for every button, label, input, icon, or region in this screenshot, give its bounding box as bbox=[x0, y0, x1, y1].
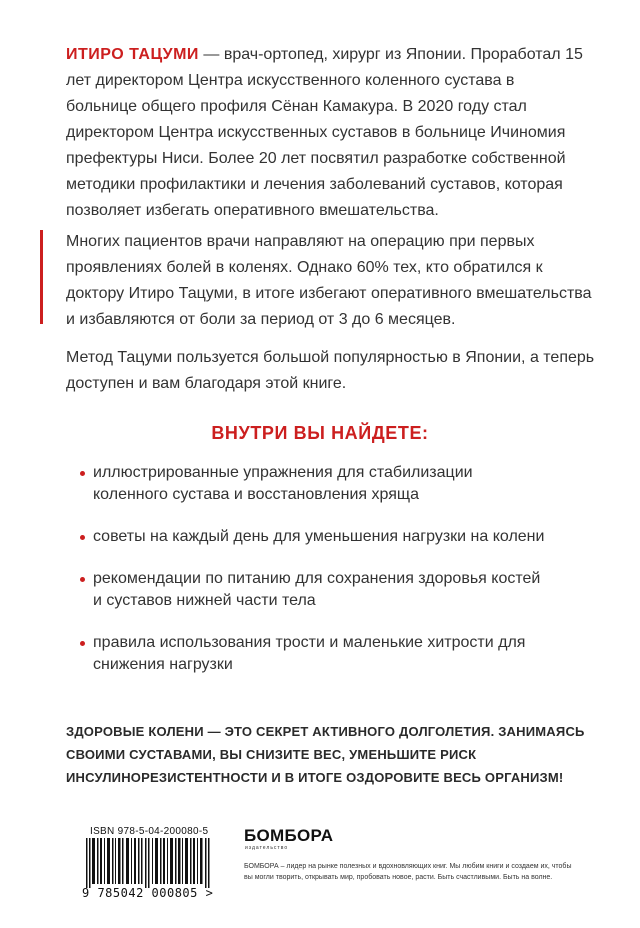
feature-item bbox=[80, 568, 550, 612]
bullet-dot-icon bbox=[80, 577, 85, 582]
feature-text: рекомендации по питанию для сохранения здоровья костей и суставов нижней части тела bbox=[93, 570, 541, 609]
isbn-label: ISBN 978-5-04-200080-5 bbox=[90, 826, 209, 837]
publisher-subtitle: издательство bbox=[245, 845, 289, 851]
closing-statement: ЗДОРОВЫЕ КОЛЕНИ — ЭТО СЕКРЕТ АКТИВНОГО ДОЛГОЛЕТИЯ. ЗАНИМАЯСЬ СВОИМИ СУСТАВАМИ, ВЫ СНИЗИТЕ ВЕС, УМЕНЬШИТЕ РИСК ИНСУЛИНОРЕЗИСТЕНТНОСТИ И В ИТОГЕ ОЗДОРОВИТЕ ВЕСЬ ОРГАНИЗМ! bbox=[66, 724, 585, 785]
feature-list bbox=[80, 462, 550, 696]
bullet-dot-icon bbox=[80, 535, 85, 540]
quote-accent-bar bbox=[40, 230, 43, 324]
barcode-digits: 9 785042 000805 > bbox=[82, 886, 214, 900]
feature-text: иллюстрированные упражнения для стабилизации коленного сустава и восстановления хряща bbox=[93, 464, 473, 503]
inside-heading: ВНУТРИ ВЫ НАЙДЕТЕ: bbox=[211, 423, 429, 443]
bullet-dot-icon bbox=[80, 471, 85, 476]
barcode-icon bbox=[86, 838, 212, 888]
feature-item bbox=[80, 526, 550, 548]
author-name: ИТИРО ТАЦУМИ bbox=[66, 46, 199, 63]
bullet-dot-icon bbox=[80, 641, 85, 646]
feature-text: советы на каждый день для уменьшения нагрузки на колени bbox=[93, 528, 545, 545]
feature-item bbox=[80, 462, 550, 506]
author-intro bbox=[66, 42, 586, 224]
publisher-logo: БОМБОРА bbox=[244, 826, 334, 845]
feature-item bbox=[80, 632, 550, 676]
quote-paragraph: Многих пациентов врачи направляют на операцию при первых проявлениях болей в коленях. Однако 60% тех, кто обратился к доктору Итиро Тацуми, в итоге избегают оперативного вмешательства и избавляются от боли за период от 3 до 6 месяцев. bbox=[66, 233, 592, 328]
method-paragraph: Метод Тацуми пользуется большой популярностью в Японии, а теперь доступен и вам благодаря этой книге. bbox=[66, 349, 595, 392]
feature-text: правила использования трости и маленькие хитрости для снижения нагрузки bbox=[93, 634, 526, 673]
publisher-description: БОМБОРА – лидер на рынке полезных и вдохновляющих книг. Мы любим книги и создаем их, чтобы вы могли творить, открывать мир, пробовать новое, расти. Быть счастливыми. Быть на волне. bbox=[244, 863, 572, 881]
author-bio: — врач-ортопед, хирург из Японии. Проработал 15 лет директором Центра искусственного коленного сустава в больнице общего профиля Сёнан Камакура. В 2020 году стал директором Центра искусственных суставов в больнице Ичиномия префектуры Ниси. Более 20 лет посвятил разработке собственной методики профилактики и лечения заболеваний суставов, которая позволяет избегать оперативного вмешательства. bbox=[66, 46, 583, 219]
